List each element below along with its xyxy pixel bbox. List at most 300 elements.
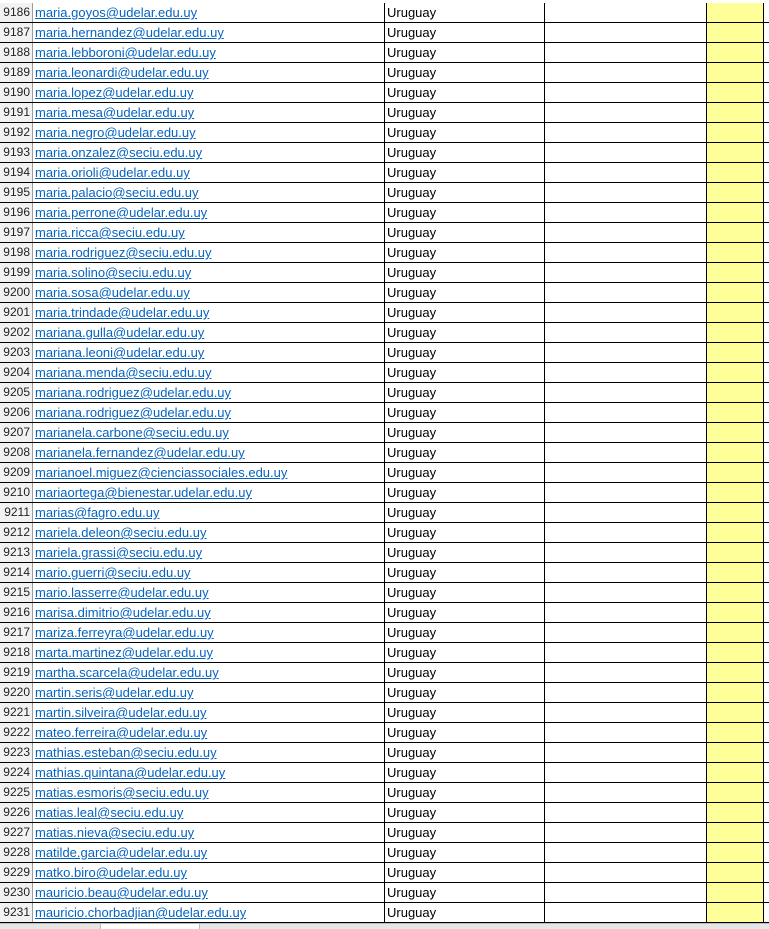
empty-cell[interactable] bbox=[545, 803, 707, 822]
row-header[interactable]: 9226 bbox=[0, 803, 33, 822]
email-link[interactable]: matko.biro@udelar.edu.uy bbox=[35, 865, 187, 880]
row-header[interactable]: 9230 bbox=[0, 883, 33, 902]
empty-cell[interactable] bbox=[545, 403, 707, 422]
empty-cell[interactable] bbox=[545, 103, 707, 122]
empty-cell[interactable] bbox=[545, 183, 707, 202]
email-cell[interactable] bbox=[33, 403, 385, 422]
row-header[interactable]: 9219 bbox=[0, 663, 33, 682]
empty-cell[interactable] bbox=[545, 323, 707, 342]
email-link[interactable]: martin.silveira@udelar.edu.uy bbox=[35, 705, 207, 720]
email-link[interactable]: mathias.esteban@seciu.edu.uy bbox=[35, 745, 217, 760]
country-cell[interactable]: Uruguay bbox=[385, 843, 545, 862]
empty-cell[interactable] bbox=[545, 763, 707, 782]
empty-cell[interactable] bbox=[545, 643, 707, 662]
row-header[interactable]: 9200 bbox=[0, 283, 33, 302]
country-cell[interactable]: Uruguay bbox=[385, 243, 545, 262]
highlighted-cell[interactable] bbox=[707, 83, 764, 102]
highlighted-cell[interactable] bbox=[707, 183, 764, 202]
highlighted-cell[interactable] bbox=[707, 723, 764, 742]
email-cell[interactable] bbox=[33, 283, 385, 302]
empty-cell[interactable] bbox=[764, 143, 769, 162]
email-cell[interactable] bbox=[33, 823, 385, 842]
row-header[interactable]: 9186 bbox=[0, 3, 33, 22]
highlighted-cell[interactable] bbox=[707, 123, 764, 142]
empty-cell[interactable] bbox=[764, 623, 769, 642]
row-header[interactable]: 9224 bbox=[0, 763, 33, 782]
row-header[interactable]: 9197 bbox=[0, 223, 33, 242]
email-cell[interactable] bbox=[33, 343, 385, 362]
country-cell[interactable]: Uruguay bbox=[385, 743, 545, 762]
empty-cell[interactable] bbox=[545, 563, 707, 582]
empty-cell[interactable] bbox=[764, 863, 769, 882]
email-link[interactable]: maria.ricca@seciu.edu.uy bbox=[35, 225, 185, 240]
row-header[interactable]: 9203 bbox=[0, 343, 33, 362]
email-link[interactable]: maria.palacio@seciu.edu.uy bbox=[35, 185, 199, 200]
country-cell[interactable]: Uruguay bbox=[385, 563, 545, 582]
country-cell[interactable]: Uruguay bbox=[385, 103, 545, 122]
country-cell[interactable]: Uruguay bbox=[385, 143, 545, 162]
email-cell[interactable] bbox=[33, 763, 385, 782]
email-link[interactable]: marianela.fernandez@udelar.edu.uy bbox=[35, 445, 245, 460]
country-cell[interactable]: Uruguay bbox=[385, 303, 545, 322]
row-header[interactable]: 9217 bbox=[0, 623, 33, 642]
email-cell[interactable] bbox=[33, 503, 385, 522]
empty-cell[interactable] bbox=[545, 83, 707, 102]
country-cell[interactable]: Uruguay bbox=[385, 83, 545, 102]
country-cell[interactable]: Uruguay bbox=[385, 803, 545, 822]
empty-cell[interactable] bbox=[764, 383, 769, 402]
email-cell[interactable] bbox=[33, 263, 385, 282]
row-header[interactable]: 9227 bbox=[0, 823, 33, 842]
highlighted-cell[interactable] bbox=[707, 463, 764, 482]
email-cell[interactable] bbox=[33, 603, 385, 622]
empty-cell[interactable] bbox=[764, 363, 769, 382]
email-link[interactable]: mariela.grassi@seciu.edu.uy bbox=[35, 545, 203, 560]
country-cell[interactable]: Uruguay bbox=[385, 823, 545, 842]
empty-cell[interactable] bbox=[764, 83, 769, 102]
empty-cell[interactable] bbox=[764, 683, 769, 702]
highlighted-cell[interactable] bbox=[707, 63, 764, 82]
highlighted-cell[interactable] bbox=[707, 383, 764, 402]
empty-cell[interactable] bbox=[545, 423, 707, 442]
email-cell[interactable] bbox=[33, 83, 385, 102]
email-cell[interactable] bbox=[33, 523, 385, 542]
email-cell[interactable] bbox=[33, 363, 385, 382]
highlighted-cell[interactable] bbox=[707, 583, 764, 602]
email-cell[interactable] bbox=[33, 663, 385, 682]
email-link[interactable]: marianela.carbone@seciu.edu.uy bbox=[35, 425, 229, 440]
empty-cell[interactable] bbox=[764, 463, 769, 482]
empty-cell[interactable] bbox=[764, 283, 769, 302]
empty-cell[interactable] bbox=[545, 903, 707, 922]
empty-cell[interactable] bbox=[545, 583, 707, 602]
country-cell[interactable]: Uruguay bbox=[385, 683, 545, 702]
empty-cell[interactable] bbox=[545, 743, 707, 762]
empty-cell[interactable] bbox=[764, 323, 769, 342]
email-link[interactable]: matias.leal@seciu.edu.uy bbox=[35, 805, 184, 820]
email-cell[interactable] bbox=[33, 583, 385, 602]
highlighted-cell[interactable] bbox=[707, 363, 764, 382]
country-cell[interactable]: Uruguay bbox=[385, 343, 545, 362]
empty-cell[interactable] bbox=[545, 43, 707, 62]
empty-cell[interactable] bbox=[764, 23, 769, 42]
highlighted-cell[interactable] bbox=[707, 443, 764, 462]
highlighted-cell[interactable] bbox=[707, 483, 764, 502]
empty-cell[interactable] bbox=[764, 643, 769, 662]
highlighted-cell[interactable] bbox=[707, 283, 764, 302]
highlighted-cell[interactable] bbox=[707, 143, 764, 162]
row-header[interactable]: 9204 bbox=[0, 363, 33, 382]
empty-cell[interactable] bbox=[764, 603, 769, 622]
email-cell[interactable] bbox=[33, 543, 385, 562]
empty-cell[interactable] bbox=[764, 703, 769, 722]
row-header[interactable]: 9223 bbox=[0, 743, 33, 762]
empty-cell[interactable] bbox=[764, 103, 769, 122]
empty-cell[interactable] bbox=[545, 543, 707, 562]
row-header[interactable]: 9188 bbox=[0, 43, 33, 62]
row-header[interactable]: 9216 bbox=[0, 603, 33, 622]
email-cell[interactable] bbox=[33, 303, 385, 322]
email-link[interactable]: marta.martinez@udelar.edu.uy bbox=[35, 645, 213, 660]
email-link[interactable]: maria.lebboroni@udelar.edu.uy bbox=[35, 45, 216, 60]
email-cell[interactable] bbox=[33, 883, 385, 902]
empty-cell[interactable] bbox=[545, 843, 707, 862]
empty-cell[interactable] bbox=[764, 483, 769, 502]
email-link[interactable]: maria.trindade@udelar.edu.uy bbox=[35, 305, 210, 320]
empty-cell[interactable] bbox=[545, 623, 707, 642]
row-header[interactable]: 9208 bbox=[0, 443, 33, 462]
email-link[interactable]: marisa.dimitrio@udelar.edu.uy bbox=[35, 605, 211, 620]
row-header[interactable]: 9212 bbox=[0, 523, 33, 542]
email-cell[interactable] bbox=[33, 783, 385, 802]
country-cell[interactable]: Uruguay bbox=[385, 203, 545, 222]
country-cell[interactable]: Uruguay bbox=[385, 903, 545, 922]
country-cell[interactable]: Uruguay bbox=[385, 123, 545, 142]
empty-cell[interactable] bbox=[764, 843, 769, 862]
row-header[interactable]: 9192 bbox=[0, 123, 33, 142]
empty-cell[interactable] bbox=[764, 243, 769, 262]
empty-cell[interactable] bbox=[545, 483, 707, 502]
email-cell[interactable] bbox=[33, 743, 385, 762]
email-link[interactable]: mariana.rodriguez@udelar.edu.uy bbox=[35, 405, 232, 420]
empty-cell[interactable] bbox=[545, 23, 707, 42]
email-cell[interactable] bbox=[33, 863, 385, 882]
highlighted-cell[interactable] bbox=[707, 823, 764, 842]
email-link[interactable]: mario.lasserre@udelar.edu.uy bbox=[35, 585, 209, 600]
country-cell[interactable]: Uruguay bbox=[385, 723, 545, 742]
email-cell[interactable] bbox=[33, 143, 385, 162]
email-link[interactable]: maria.orioli@udelar.edu.uy bbox=[35, 165, 190, 180]
highlighted-cell[interactable] bbox=[707, 23, 764, 42]
email-link[interactable]: maria.sosa@udelar.edu.uy bbox=[35, 285, 190, 300]
email-link[interactable]: mariana.menda@seciu.edu.uy bbox=[35, 365, 212, 380]
empty-cell[interactable] bbox=[764, 123, 769, 142]
empty-cell[interactable] bbox=[545, 683, 707, 702]
highlighted-cell[interactable] bbox=[707, 343, 764, 362]
highlighted-cell[interactable] bbox=[707, 903, 764, 922]
highlighted-cell[interactable] bbox=[707, 223, 764, 242]
email-cell[interactable] bbox=[33, 3, 385, 22]
highlighted-cell[interactable] bbox=[707, 603, 764, 622]
highlighted-cell[interactable] bbox=[707, 103, 764, 122]
empty-cell[interactable] bbox=[764, 743, 769, 762]
empty-cell[interactable] bbox=[764, 263, 769, 282]
email-cell[interactable] bbox=[33, 623, 385, 642]
row-header[interactable]: 9193 bbox=[0, 143, 33, 162]
highlighted-cell[interactable] bbox=[707, 563, 764, 582]
email-link[interactable]: mario.guerri@seciu.edu.uy bbox=[35, 565, 191, 580]
spreadsheet-grid[interactable] bbox=[0, 3, 769, 923]
row-header[interactable]: 9199 bbox=[0, 263, 33, 282]
empty-cell[interactable] bbox=[545, 143, 707, 162]
empty-cell[interactable] bbox=[764, 163, 769, 182]
empty-cell[interactable] bbox=[764, 403, 769, 422]
empty-cell[interactable] bbox=[545, 363, 707, 382]
email-cell[interactable] bbox=[33, 443, 385, 462]
empty-cell[interactable] bbox=[545, 243, 707, 262]
country-cell[interactable]: Uruguay bbox=[385, 403, 545, 422]
email-link[interactable]: maria.hernandez@udelar.edu.uy bbox=[35, 25, 224, 40]
country-cell[interactable]: Uruguay bbox=[385, 383, 545, 402]
email-cell[interactable] bbox=[33, 843, 385, 862]
email-cell[interactable] bbox=[33, 103, 385, 122]
row-header[interactable]: 9195 bbox=[0, 183, 33, 202]
highlighted-cell[interactable] bbox=[707, 503, 764, 522]
email-link[interactable]: martha.scarcela@udelar.edu.uy bbox=[35, 665, 219, 680]
email-link[interactable]: mariana.rodriguez@udelar.edu.uy bbox=[35, 385, 232, 400]
highlighted-cell[interactable] bbox=[707, 3, 764, 22]
empty-cell[interactable] bbox=[764, 883, 769, 902]
email-link[interactable]: mariaortega@bienestar.udelar.edu.uy bbox=[35, 485, 253, 500]
email-link[interactable]: maria.lopez@udelar.edu.uy bbox=[35, 85, 194, 100]
highlighted-cell[interactable] bbox=[707, 423, 764, 442]
empty-cell[interactable] bbox=[764, 903, 769, 922]
email-cell[interactable] bbox=[33, 643, 385, 662]
email-link[interactable]: matias.nieva@seciu.edu.uy bbox=[35, 825, 195, 840]
email-link[interactable]: maria.perrone@udelar.edu.uy bbox=[35, 205, 208, 220]
empty-cell[interactable] bbox=[545, 523, 707, 542]
email-cell[interactable] bbox=[33, 703, 385, 722]
row-header[interactable]: 9210 bbox=[0, 483, 33, 502]
empty-cell[interactable] bbox=[545, 703, 707, 722]
highlighted-cell[interactable] bbox=[707, 203, 764, 222]
email-cell[interactable] bbox=[33, 223, 385, 242]
country-cell[interactable]: Uruguay bbox=[385, 263, 545, 282]
row-header[interactable]: 9207 bbox=[0, 423, 33, 442]
row-header[interactable]: 9213 bbox=[0, 543, 33, 562]
email-link[interactable]: matilde.garcia@udelar.edu.uy bbox=[35, 845, 208, 860]
country-cell[interactable]: Uruguay bbox=[385, 763, 545, 782]
highlighted-cell[interactable] bbox=[707, 703, 764, 722]
row-header[interactable]: 9194 bbox=[0, 163, 33, 182]
country-cell[interactable]: Uruguay bbox=[385, 463, 545, 482]
empty-cell[interactable] bbox=[545, 823, 707, 842]
sheet-tab[interactable] bbox=[100, 924, 200, 929]
email-cell[interactable] bbox=[33, 183, 385, 202]
highlighted-cell[interactable] bbox=[707, 883, 764, 902]
country-cell[interactable]: Uruguay bbox=[385, 3, 545, 22]
row-header[interactable]: 9218 bbox=[0, 643, 33, 662]
email-link[interactable]: mateo.ferreira@udelar.edu.uy bbox=[35, 725, 208, 740]
highlighted-cell[interactable] bbox=[707, 843, 764, 862]
row-header[interactable]: 9198 bbox=[0, 243, 33, 262]
email-cell[interactable] bbox=[33, 123, 385, 142]
email-link[interactable]: maria.onzalez@seciu.edu.uy bbox=[35, 145, 203, 160]
highlighted-cell[interactable] bbox=[707, 763, 764, 782]
email-link[interactable]: mathias.quintana@udelar.edu.uy bbox=[35, 765, 226, 780]
country-cell[interactable]: Uruguay bbox=[385, 543, 545, 562]
empty-cell[interactable] bbox=[764, 423, 769, 442]
empty-cell[interactable] bbox=[545, 663, 707, 682]
row-header[interactable]: 9228 bbox=[0, 843, 33, 862]
email-cell[interactable] bbox=[33, 23, 385, 42]
country-cell[interactable]: Uruguay bbox=[385, 323, 545, 342]
highlighted-cell[interactable] bbox=[707, 243, 764, 262]
empty-cell[interactable] bbox=[764, 563, 769, 582]
email-link[interactable]: maria.goyos@udelar.edu.uy bbox=[35, 5, 198, 20]
empty-cell[interactable] bbox=[764, 183, 769, 202]
empty-cell[interactable] bbox=[545, 63, 707, 82]
email-cell[interactable] bbox=[33, 63, 385, 82]
country-cell[interactable]: Uruguay bbox=[385, 703, 545, 722]
empty-cell[interactable] bbox=[545, 123, 707, 142]
country-cell[interactable]: Uruguay bbox=[385, 863, 545, 882]
country-cell[interactable]: Uruguay bbox=[385, 583, 545, 602]
row-header[interactable]: 9205 bbox=[0, 383, 33, 402]
empty-cell[interactable] bbox=[764, 763, 769, 782]
highlighted-cell[interactable] bbox=[707, 543, 764, 562]
empty-cell[interactable] bbox=[545, 863, 707, 882]
empty-cell[interactable] bbox=[545, 303, 707, 322]
email-cell[interactable] bbox=[33, 903, 385, 922]
empty-cell[interactable] bbox=[545, 223, 707, 242]
empty-cell[interactable] bbox=[764, 63, 769, 82]
email-cell[interactable] bbox=[33, 203, 385, 222]
country-cell[interactable]: Uruguay bbox=[385, 503, 545, 522]
empty-cell[interactable] bbox=[545, 263, 707, 282]
highlighted-cell[interactable] bbox=[707, 803, 764, 822]
email-link[interactable]: maria.leonardi@udelar.edu.uy bbox=[35, 65, 209, 80]
row-header[interactable]: 9214 bbox=[0, 563, 33, 582]
empty-cell[interactable] bbox=[545, 723, 707, 742]
empty-cell[interactable] bbox=[764, 543, 769, 562]
empty-cell[interactable] bbox=[764, 503, 769, 522]
row-header[interactable]: 9225 bbox=[0, 783, 33, 802]
country-cell[interactable]: Uruguay bbox=[385, 523, 545, 542]
country-cell[interactable]: Uruguay bbox=[385, 663, 545, 682]
empty-cell[interactable] bbox=[545, 203, 707, 222]
country-cell[interactable]: Uruguay bbox=[385, 643, 545, 662]
email-cell[interactable] bbox=[33, 323, 385, 342]
empty-cell[interactable] bbox=[545, 283, 707, 302]
email-link[interactable]: maria.solino@seciu.edu.uy bbox=[35, 265, 192, 280]
highlighted-cell[interactable] bbox=[707, 683, 764, 702]
country-cell[interactable]: Uruguay bbox=[385, 43, 545, 62]
email-cell[interactable] bbox=[33, 423, 385, 442]
country-cell[interactable]: Uruguay bbox=[385, 783, 545, 802]
row-header[interactable]: 9231 bbox=[0, 903, 33, 922]
row-header[interactable]: 9209 bbox=[0, 463, 33, 482]
email-cell[interactable] bbox=[33, 43, 385, 62]
empty-cell[interactable] bbox=[545, 383, 707, 402]
country-cell[interactable]: Uruguay bbox=[385, 283, 545, 302]
highlighted-cell[interactable] bbox=[707, 783, 764, 802]
highlighted-cell[interactable] bbox=[707, 403, 764, 422]
empty-cell[interactable] bbox=[764, 343, 769, 362]
row-header[interactable]: 9221 bbox=[0, 703, 33, 722]
row-header[interactable]: 9206 bbox=[0, 403, 33, 422]
highlighted-cell[interactable] bbox=[707, 163, 764, 182]
empty-cell[interactable] bbox=[545, 503, 707, 522]
row-header[interactable]: 9215 bbox=[0, 583, 33, 602]
country-cell[interactable]: Uruguay bbox=[385, 183, 545, 202]
country-cell[interactable]: Uruguay bbox=[385, 603, 545, 622]
empty-cell[interactable] bbox=[545, 443, 707, 462]
row-header[interactable]: 9222 bbox=[0, 723, 33, 742]
row-header[interactable]: 9190 bbox=[0, 83, 33, 102]
email-link[interactable]: mariana.leoni@udelar.edu.uy bbox=[35, 345, 205, 360]
row-header[interactable]: 9202 bbox=[0, 323, 33, 342]
empty-cell[interactable] bbox=[764, 523, 769, 542]
highlighted-cell[interactable] bbox=[707, 323, 764, 342]
country-cell[interactable]: Uruguay bbox=[385, 443, 545, 462]
email-cell[interactable] bbox=[33, 483, 385, 502]
country-cell[interactable]: Uruguay bbox=[385, 423, 545, 442]
empty-cell[interactable] bbox=[545, 883, 707, 902]
email-link[interactable]: maria.rodriguez@seciu.edu.uy bbox=[35, 245, 212, 260]
email-cell[interactable] bbox=[33, 683, 385, 702]
row-header[interactable]: 9211 bbox=[0, 503, 33, 522]
row-header[interactable]: 9189 bbox=[0, 63, 33, 82]
highlighted-cell[interactable] bbox=[707, 43, 764, 62]
email-cell[interactable] bbox=[33, 463, 385, 482]
country-cell[interactable]: Uruguay bbox=[385, 223, 545, 242]
empty-cell[interactable] bbox=[764, 223, 769, 242]
empty-cell[interactable] bbox=[545, 603, 707, 622]
empty-cell[interactable] bbox=[764, 583, 769, 602]
email-link[interactable]: mauricio.chorbadjian@udelar.edu.uy bbox=[35, 905, 247, 920]
empty-cell[interactable] bbox=[764, 443, 769, 462]
country-cell[interactable]: Uruguay bbox=[385, 63, 545, 82]
country-cell[interactable]: Uruguay bbox=[385, 23, 545, 42]
empty-cell[interactable] bbox=[764, 3, 769, 22]
highlighted-cell[interactable] bbox=[707, 263, 764, 282]
row-header[interactable]: 9229 bbox=[0, 863, 33, 882]
empty-cell[interactable] bbox=[764, 723, 769, 742]
empty-cell[interactable] bbox=[545, 343, 707, 362]
email-link[interactable]: martin.seris@udelar.edu.uy bbox=[35, 685, 194, 700]
empty-cell[interactable] bbox=[764, 43, 769, 62]
empty-cell[interactable] bbox=[764, 203, 769, 222]
country-cell[interactable]: Uruguay bbox=[385, 623, 545, 642]
email-link[interactable]: marianoel.miguez@cienciassociales.edu.uy bbox=[35, 465, 288, 480]
email-link[interactable]: matias.esmoris@seciu.edu.uy bbox=[35, 785, 209, 800]
country-cell[interactable]: Uruguay bbox=[385, 163, 545, 182]
empty-cell[interactable] bbox=[764, 303, 769, 322]
highlighted-cell[interactable] bbox=[707, 743, 764, 762]
row-header[interactable]: 9191 bbox=[0, 103, 33, 122]
email-cell[interactable] bbox=[33, 723, 385, 742]
highlighted-cell[interactable] bbox=[707, 623, 764, 642]
email-link[interactable]: mariela.deleon@seciu.edu.uy bbox=[35, 525, 207, 540]
row-header[interactable]: 9196 bbox=[0, 203, 33, 222]
country-cell[interactable]: Uruguay bbox=[385, 363, 545, 382]
row-header[interactable]: 9220 bbox=[0, 683, 33, 702]
row-header[interactable]: 9187 bbox=[0, 23, 33, 42]
highlighted-cell[interactable] bbox=[707, 863, 764, 882]
email-link[interactable]: mariza.ferreyra@udelar.edu.uy bbox=[35, 625, 214, 640]
email-link[interactable]: maria.negro@udelar.edu.uy bbox=[35, 125, 196, 140]
